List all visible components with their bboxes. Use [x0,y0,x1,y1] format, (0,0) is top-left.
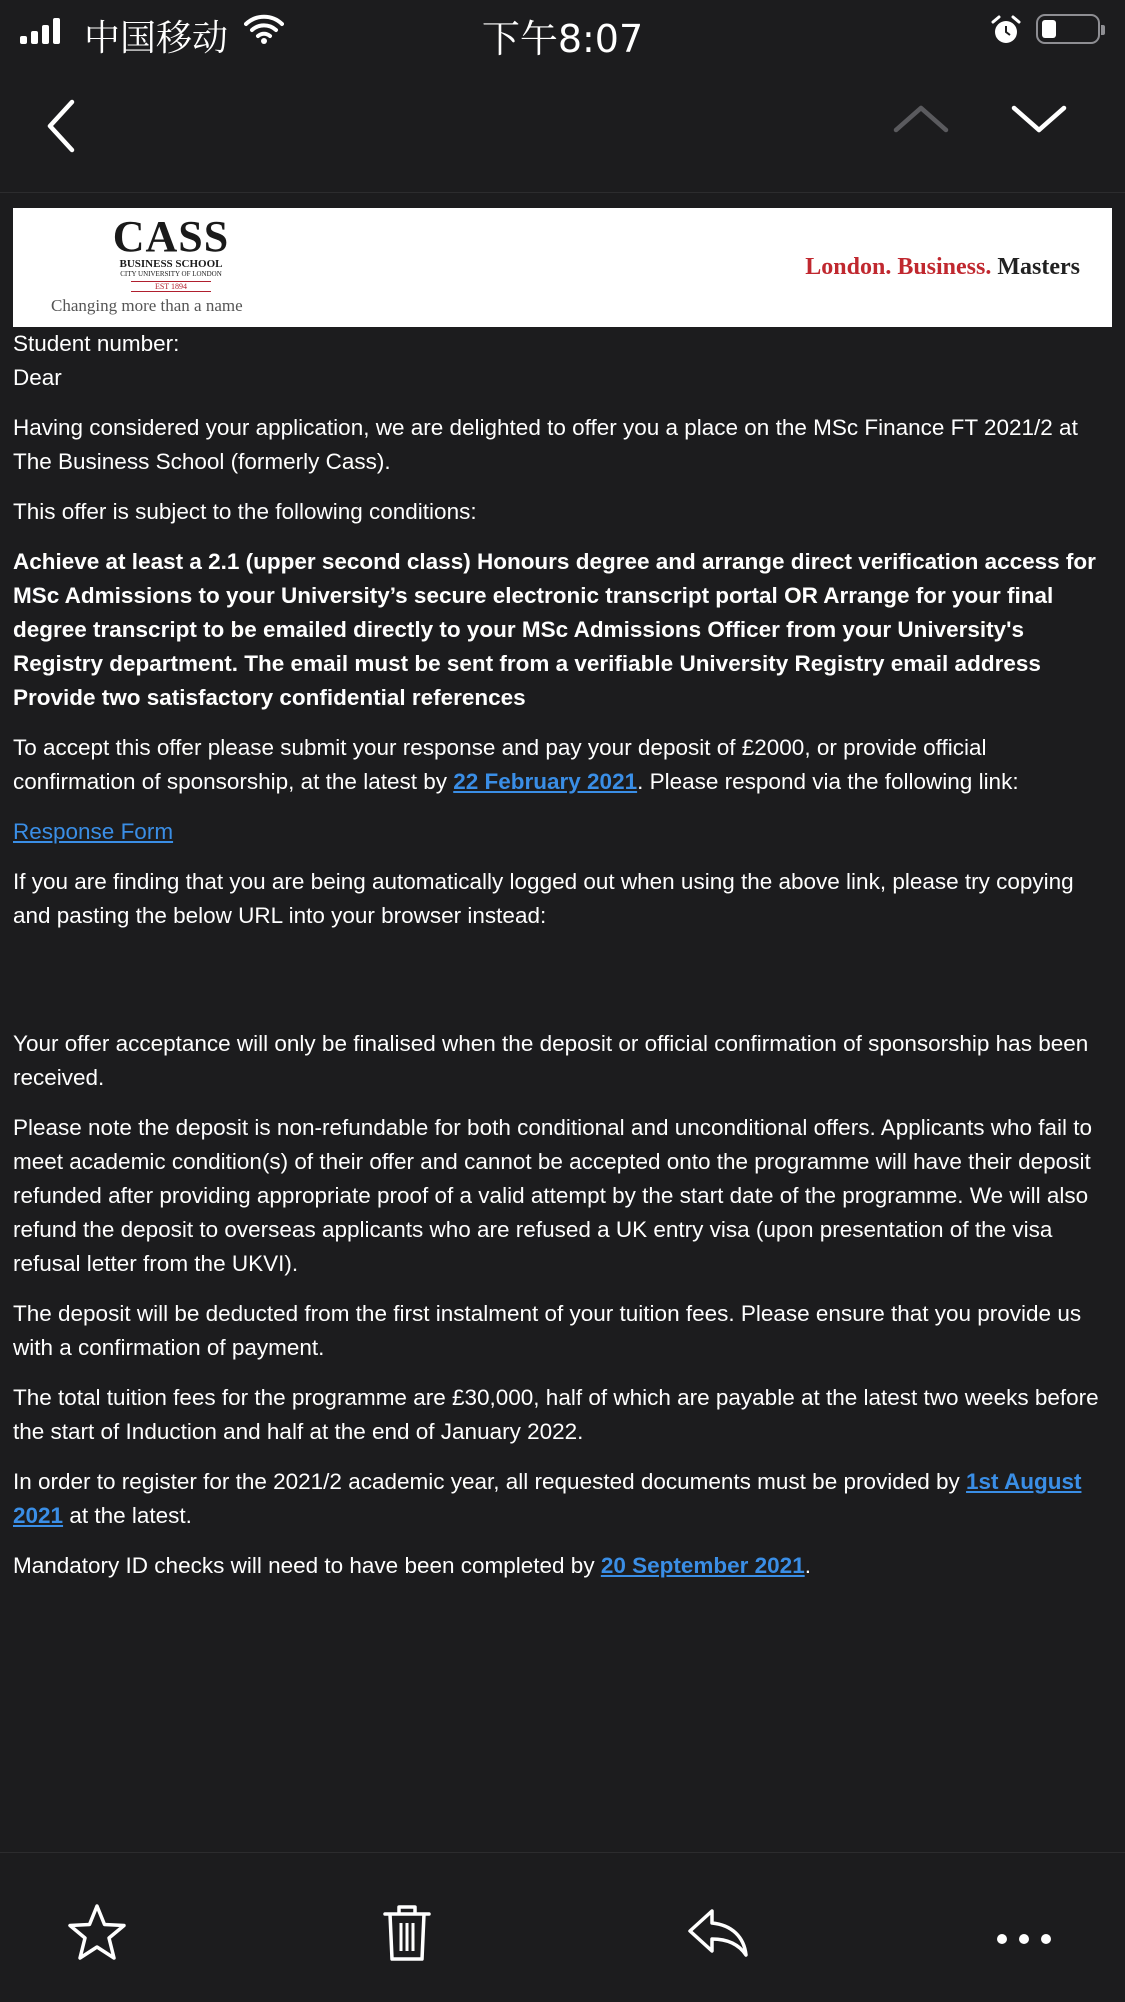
battery-icon [1036,14,1100,44]
tuition-fees-paragraph: The total tuition fees for the programme are £30,000, half of which are payable at the latest two weeks before the start of Induction and half at the end of January 2022. [13,1385,1099,1444]
url-spacer [13,933,1113,1011]
cass-logo [101,212,241,292]
registration-date-link[interactable]: 1st August 2021 [13,1469,1082,1528]
school-banner [13,208,1112,327]
greeting: Dear [13,365,62,390]
deposit-refund-paragraph: Please note the deposit is non-refundable for both conditional and unconditional offers. Applicants who fail to meet academic condition(s) of their offer and cannot be accepted onto the programme will have their deposit refunded after providing appropriate proof of a valid attempt by the start date of the programme. We will also refund the deposit to overseas applicants who are refused a UK entry visa (upon presentation of the visa refusal letter from the UKVI). [13,1115,1093,1276]
email-content [13,208,1113,1583]
carrier-name: 中国移动 [84,18,229,59]
bottom-toolbar [0,1852,1125,2002]
offer-paragraph: Having considered your application, we are delighted to offer you a place on the MSc Finance FT 2021/2 at The Business School (formerly Cass). [13,415,1078,474]
logo-subtitle-2: CITY UNIVERSITY OF LONDON [120,270,222,278]
acceptance-final-paragraph: Your offer acceptance will only be finalised when the deposit or official confirmation of sponsorship has been received. [13,1031,1089,1090]
star-icon[interactable] [66,1903,128,1963]
accept-text: To accept this offer please submit your response and pay your deposit of £2000, or provide official confirmation of sponsorship, at the latest by [13,735,987,794]
banner-tagline: Changing more than a name [51,296,243,315]
condition-degree: Achieve at least a 2.1 (upper second class) Honours degree and arrange direct verification access for MSc Admissions to your University’s secure electronic transcript portal OR Arrange for your final degree transcript to be emailed directly to your MSc Admissions Officer from your University's Registry department. The email must be sent from a verifiable University Registry email address [13,549,1096,676]
id-check-text: Mandatory ID checks will need to have been completed by [13,1553,601,1578]
logo-subtitle: BUSINESS SCHOOL [119,258,223,270]
message-nav-bar [0,62,1125,193]
deadline-date-link[interactable]: 22 February 2021 [453,769,638,794]
response-form-link[interactable]: Response Form [13,819,174,844]
id-check-text-end: . [804,1553,811,1578]
id-check-date-link[interactable]: 20 September 2021 [600,1553,805,1578]
accept-text-end: . Please respond via the following link: [637,769,1019,794]
conditions-intro: This offer is subject to the following conditions: [13,499,477,524]
accept-paragraph [13,731,1113,799]
logout-note: If you are finding that you are being automatically logged out when using the above link, please try copying and pasting the below URL into your browser instead: [13,869,1074,928]
student-number-label: Student number: [13,331,180,356]
slogan-dark: Masters [997,254,1080,280]
logo-word: CASS [112,212,230,261]
registration-text: In order to register for the 2021/2 academic year, all requested documents must be provided by [13,1469,967,1494]
condition-references: Provide two satisfactory confidential references [13,685,526,710]
trash-icon[interactable] [382,1903,432,1963]
registration-paragraph [13,1465,1113,1533]
deposit-deduction-paragraph: The deposit will be deducted from the first instalment of your tuition fees. Please ensure that you provide us with a confirmation of payment. [13,1301,1082,1360]
back-chevron-icon[interactable] [44,98,78,154]
logo-established: EST 1894 [131,281,211,292]
registration-text-end: at the latest. [63,1503,192,1528]
status-time: 下午8:07 [481,17,644,61]
email-body [13,327,1113,1583]
banner-slogan [805,254,1080,281]
id-check-paragraph [13,1549,1113,1583]
alarm-icon [990,14,1022,46]
reply-icon[interactable] [686,1907,750,1959]
previous-message-chevron-up-icon[interactable] [892,102,950,136]
status-bar [0,0,1125,62]
next-message-chevron-down-icon[interactable] [1010,102,1068,136]
response-form-paragraph [13,815,1113,849]
slogan-red: London. Business. [805,254,992,280]
more-icon[interactable] [996,1933,1052,1945]
